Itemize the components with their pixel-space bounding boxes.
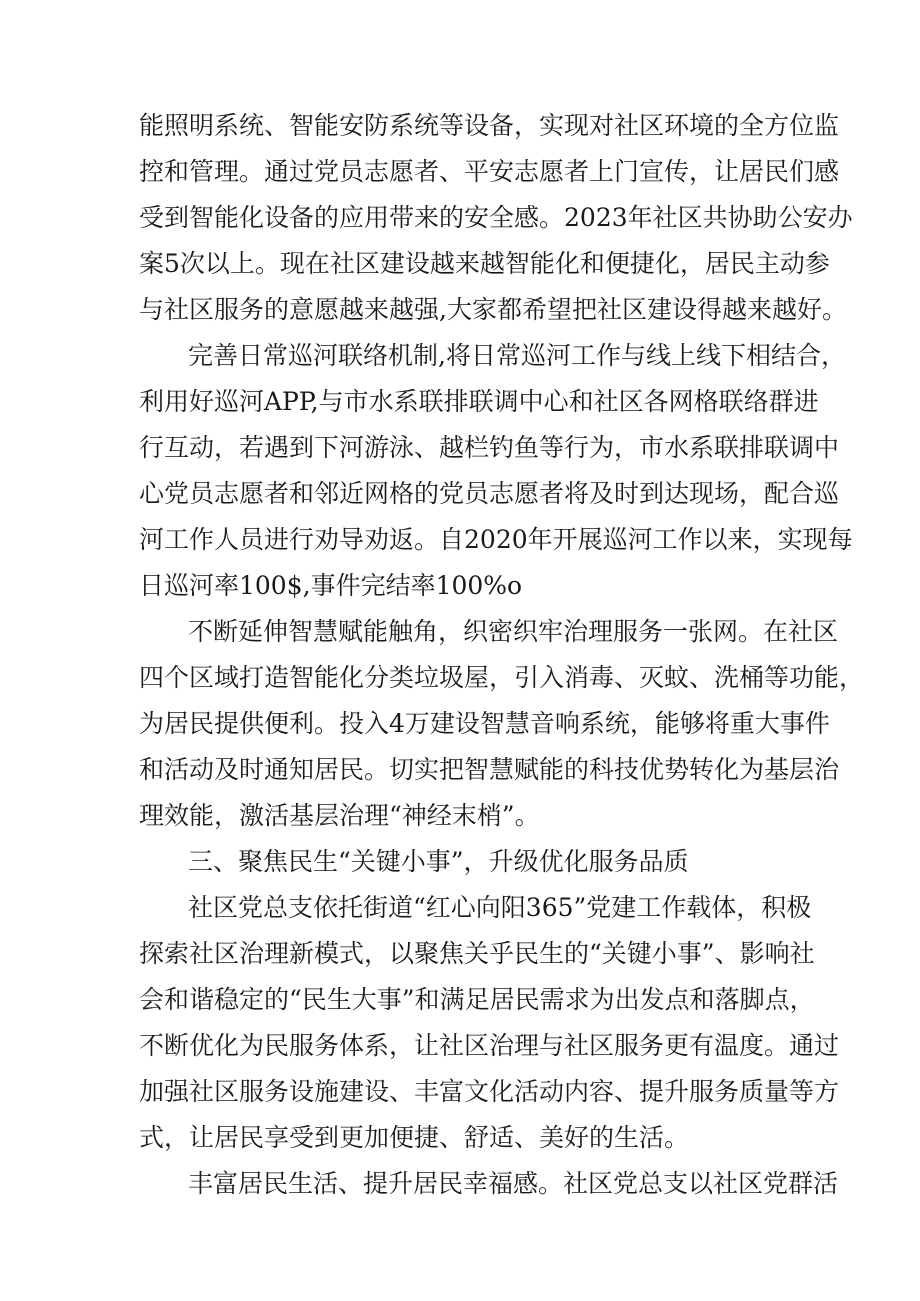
p4-line-6: 式，让居民享受到更加便捷、舒适、美好的生活。 — [139, 1123, 690, 1152]
p1-line-3: 受到智能化设备的应用带来的安全感。2023年社区共协助公安办 — [139, 203, 853, 232]
p1-line-4: 案5次以上。现在社区建设越来越智能化和便捷化，居民主动参 — [139, 249, 830, 278]
p4-line-2: 探索社区治理新模式，以聚焦关乎民生的“关键小事”、影响社 — [139, 939, 815, 968]
p1-line-2: 控和管理。通过党员志愿者、平安志愿者上门宣传，让居民们感 — [139, 157, 840, 186]
p4-line-1: 社区党总支依托街道“红心向阳365”党建工作载体，积极 — [188, 893, 812, 922]
p4-line-3: 会和谐稳定的“民生大事”和满足居民需求为出发点和落脚点， — [139, 985, 815, 1014]
p4-line-4: 不断优化为民服务体系，让社区治理与社区服务更有温度。通过 — [139, 1031, 840, 1060]
p3-line-5: 理效能，激活基层治理“神经末梢”。 — [139, 801, 540, 830]
p1-line-5: 与社区服务的意愿越来越强,大家都希望把社区建设得越来越好。 — [139, 295, 847, 324]
p3-line-1: 不断延伸智慧赋能触角，织密织牢治理服务一张网。在社区 — [188, 617, 839, 646]
section-heading: 三、聚焦民生“关键小事”，升级优化服务品质 — [188, 847, 689, 876]
p2-line-5: 河工作人员进行劝导劝返。自2020年开展巡河工作以来，实现每 — [139, 525, 853, 554]
p3-line-4: 和活动及时通知居民。切实把智慧赋能的科技优势转化为基层治 — [139, 755, 840, 784]
p2-line-6: 日巡河率100$,事件完结率100%o — [139, 571, 523, 600]
p2-line-3: 行互动，若遇到下河游泳、越栏钓鱼等行为，市水系联排联调中 — [139, 433, 840, 462]
p1-line-1: 能照明系统、智能安防系统等设备，实现对社区环境的全方位监 — [139, 111, 840, 140]
p3-line-3: 为居民提供便利。投入4万建设智慧音响系统，能够将重大事件 — [139, 709, 830, 738]
p3-line-2: 四个区域打造智能化分类垃圾屋，引入消毒、灭蚊、洗桶等功能， — [139, 663, 865, 692]
p5-line-1: 丰富居民生活、提升居民幸福感。社区党总支以社区党群活 — [188, 1169, 839, 1198]
p4-line-5: 加强社区服务设施建设、丰富文化活动内容、提升服务质量等方 — [139, 1077, 840, 1106]
p2-line-1: 完善日常巡河联络机制,将日常巡河工作与线上线下相结合， — [188, 341, 846, 370]
p2-line-2: 利用好巡河APP,与市水系联排联调中心和社区各网格联络群进 — [139, 387, 819, 416]
p2-line-4: 心党员志愿者和邻近网格的党员志愿者将及时到达现场，配合巡 — [139, 479, 840, 508]
